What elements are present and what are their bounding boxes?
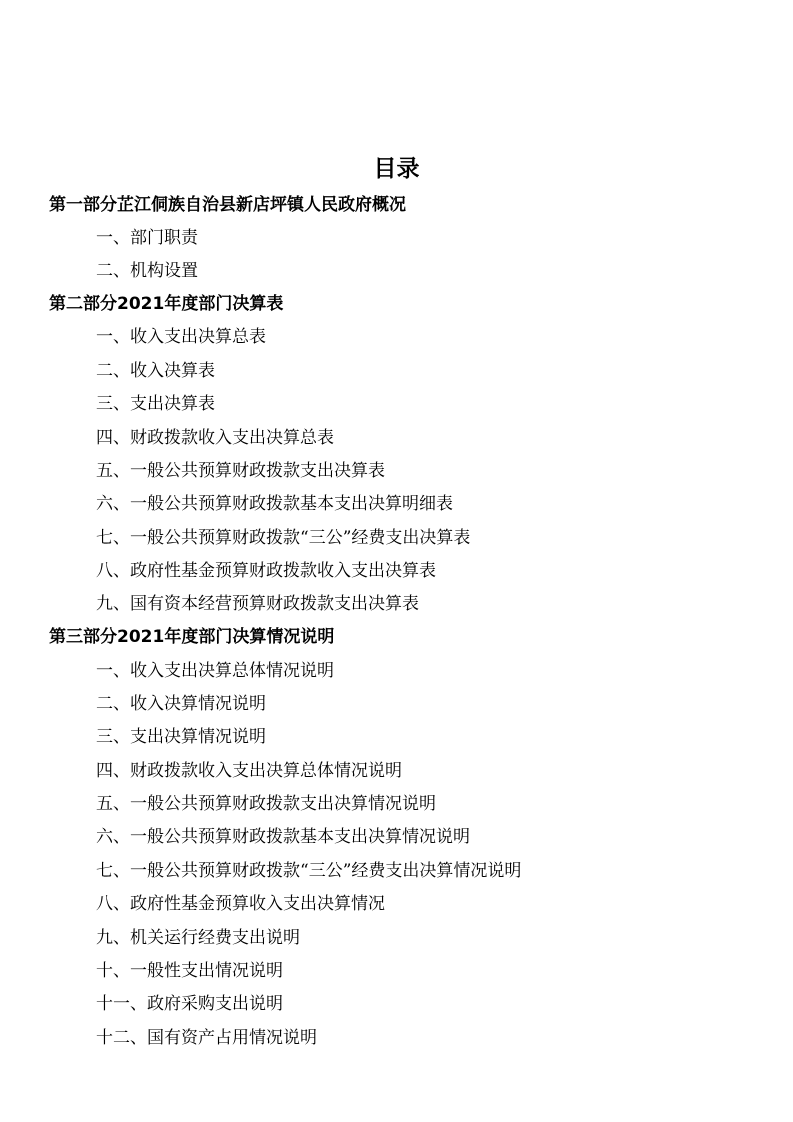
- toc-item: 四、财政拨款收入支出决算总体情况说明: [96, 761, 402, 781]
- toc-title: 目录: [373, 156, 420, 182]
- toc-item: 一、部门职责: [96, 228, 198, 248]
- toc-item: 六、一般公共预算财政拨款基本支出决算情况说明: [96, 827, 470, 847]
- toc-item: 二、收入决算情况说明: [96, 694, 266, 714]
- toc-item: 一、收入支出决算总体情况说明: [96, 661, 334, 681]
- toc-item: 八、政府性基金预算收入支出决算情况: [96, 894, 385, 914]
- toc-item: 四、财政拨款收入支出决算总表: [96, 428, 334, 448]
- toc-item: 九、国有资本经营预算财政拨款支出决算表: [96, 594, 419, 614]
- toc-item: 八、政府性基金预算财政拨款收入支出决算表: [96, 561, 436, 581]
- toc-item: 六、一般公共预算财政拨款基本支出决算明细表: [96, 494, 453, 514]
- toc-item: 二、机构设置: [96, 261, 198, 281]
- part-heading-1: 第一部分芷江侗族自治县新店坪镇人民政府概况: [49, 195, 406, 215]
- toc-item: 十、一般性支出情况说明: [96, 961, 283, 981]
- toc-item: 九、机关运行经费支出说明: [96, 928, 300, 948]
- part-heading-3: 第三部分2021年度部门决算情况说明: [49, 627, 335, 647]
- toc-item: 七、一般公共预算财政拨款“三公”经费支出决算情况说明: [96, 861, 522, 881]
- toc-item: 七、一般公共预算财政拨款“三公”经费支出决算表: [96, 528, 471, 548]
- toc-item: 三、支出决算情况说明: [96, 727, 266, 747]
- toc-item: 十二、国有资产占用情况说明: [96, 1028, 317, 1048]
- toc-item: 十一、政府采购支出说明: [96, 994, 283, 1014]
- toc-item: 三、支出决算表: [96, 394, 215, 414]
- toc-item: 五、一般公共预算财政拨款支出决算表: [96, 461, 385, 481]
- part-heading-2: 第二部分2021年度部门决算表: [49, 294, 284, 314]
- toc-item: 五、一般公共预算财政拨款支出决算情况说明: [96, 794, 436, 814]
- toc-item: 二、收入决算表: [96, 361, 215, 381]
- toc-item: 一、收入支出决算总表: [96, 327, 266, 347]
